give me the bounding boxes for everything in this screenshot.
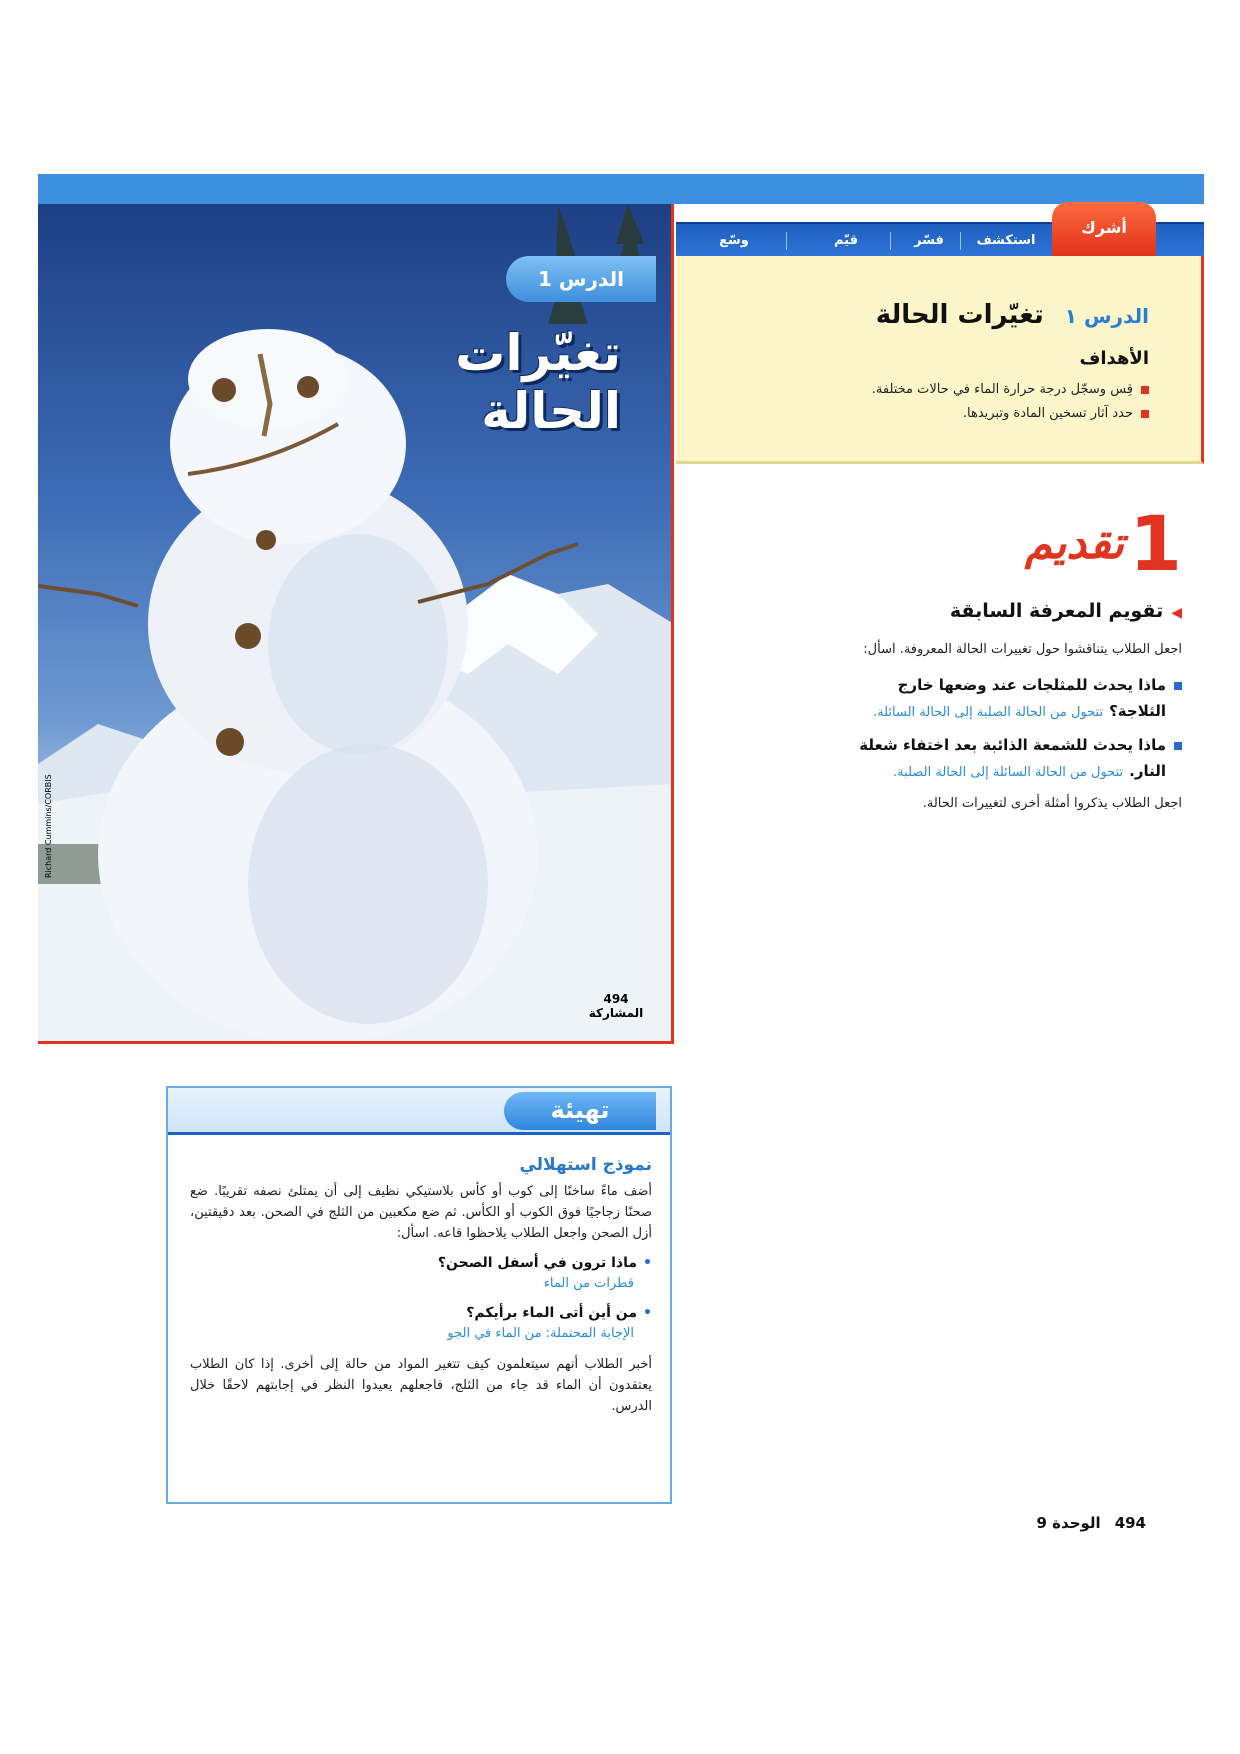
nav-divider — [890, 232, 891, 250]
square-bullet-icon — [1141, 410, 1149, 418]
warmup-box — [166, 1086, 672, 1504]
question-text: ماذا يحدث للمثلجات عند وضعها خارج — [897, 676, 1166, 694]
prior-knowledge-heading — [950, 600, 1182, 622]
bullet-dot-icon: • — [643, 1305, 652, 1321]
question-answer: تتحول من الحالة الصلبة إلى الحالة السائلة. — [873, 705, 1104, 720]
list-item — [872, 378, 1149, 402]
footer-page-number: 494 — [1114, 1514, 1146, 1532]
prior-knowledge-heading-text: تقويم المعرفة السابقة — [949, 600, 1164, 622]
warmup-content — [190, 1155, 652, 1417]
question-line — [802, 698, 1182, 726]
question-line — [802, 732, 1182, 758]
photo-title-line: الحالة — [481, 382, 621, 440]
photo-page-number-value: 494 — [603, 992, 629, 1006]
question-text: الثلاجة؟ — [1109, 702, 1166, 720]
objectives-list — [872, 378, 1149, 426]
tab-istakshif[interactable]: استكشف — [976, 233, 1036, 248]
tab-ashrik[interactable]: أشرك — [1052, 202, 1156, 258]
square-bullet-icon — [1174, 682, 1182, 690]
objectives-heading: الأهداف — [1079, 348, 1149, 369]
objective-text: حدد آثار تسخين المادة وتبريدها. — [962, 406, 1133, 421]
nav-divider — [960, 232, 961, 250]
question-text: ماذا يحدث للشمعة الذائبة بعد اختفاء شعلة — [859, 736, 1166, 754]
question-text: النار. — [1129, 762, 1166, 780]
page-footer — [1037, 1514, 1146, 1532]
square-bullet-icon — [1174, 742, 1182, 750]
tab-fassir[interactable]: فسّر — [914, 233, 944, 248]
lesson-label-pill: الدرس 1 — [506, 256, 656, 302]
prior-outro-text: اجعل الطلاب يذكروا أمثلة أخرى لتغييرات الحالة. — [922, 796, 1182, 811]
photo-page-caption: المشاركة — [588, 1006, 644, 1020]
warmup-tab: تهيئة — [504, 1092, 656, 1130]
warmup-answer: الإجابة المحتملة: من الماء في الجو — [447, 1326, 634, 1341]
warmup-paragraph: أخبر الطلاب أنهم سيتعلمون كيف تتغير المواد من حالة إلى أخرى. إذا كان الطلاب يعتقدون أن الماء قد جاء من الثلج، فاجعلهم يعيدوا النظر في إجابتهم لاحقًا خلال الدرس. — [190, 1357, 652, 1414]
warmup-answer: قطرات من الماء — [543, 1276, 634, 1291]
photo-title — [361, 324, 621, 440]
lesson-number: الدرس ١ — [1064, 304, 1149, 328]
bullet-dot-icon: • — [643, 1255, 652, 1271]
focus-number: 1 — [1129, 499, 1182, 588]
footer-unit: الوحدة 9 — [1036, 1514, 1101, 1532]
discussion-question — [802, 672, 1182, 726]
nav-divider — [786, 232, 787, 250]
discussion-question — [802, 732, 1182, 786]
tab-qayyim[interactable]: قيّم — [833, 233, 858, 248]
warmup-question-text: ماذا ترون في أسفل الصحن؟ — [437, 1255, 638, 1271]
question-line — [802, 758, 1182, 786]
top-band — [38, 174, 1204, 204]
focus-title — [1024, 499, 1182, 588]
photo-page-number — [586, 992, 646, 1020]
square-bullet-icon — [1141, 386, 1149, 394]
question-answer: تتحول من الحالة السائلة إلى الحالة الصلبة. — [893, 765, 1124, 780]
lesson-nav-strip — [676, 218, 1204, 256]
lesson-title: تغيّرات الحالة — [875, 300, 1044, 330]
prior-intro-text: اجعل الطلاب يتناقشوا حول تغييرات الحالة المعروفة. اسأل: — [863, 642, 1182, 657]
objectives-box — [676, 256, 1204, 464]
focus-word: تقديم — [1024, 518, 1125, 569]
objective-text: قِس وسجّل درجة حرارة الماء في حالات مختلفة. — [871, 382, 1133, 397]
list-item — [872, 402, 1149, 426]
warmup-header — [168, 1088, 670, 1132]
photo-credit: Richard Cummins/CORBIS — [44, 774, 53, 878]
question-line — [802, 672, 1182, 698]
warmup-question — [190, 1252, 652, 1274]
lesson-heading — [876, 300, 1149, 330]
lesson-opener-photo — [38, 204, 674, 1044]
warmup-paragraph: أضف ماءً ساخنًا إلى كوب أو كأس بلاستيكي نظيف إلى أن يمتلئ نصفه تقريبًا. ضع صحنًا زجاجيًا فوق الكوب أو الكأس. ثم ضع مكعبين من الثلج في الصحن. بعد دقيقتين، أزل الصحن واجعل الطلاب يلاحظوا قاعه. اسأل: — [190, 1184, 652, 1241]
photo-title-line: تغيّرات — [455, 324, 621, 382]
warmup-question-text: من أين أتى الماء برأيكم؟ — [466, 1305, 638, 1321]
warmup-subtitle: نموذج استهلالي — [519, 1155, 652, 1175]
warmup-body — [168, 1132, 670, 1502]
triangle-pointer-icon: ◀ — [1171, 605, 1182, 621]
tab-vasi[interactable]: وسّع — [719, 233, 749, 248]
warmup-question — [190, 1302, 652, 1324]
